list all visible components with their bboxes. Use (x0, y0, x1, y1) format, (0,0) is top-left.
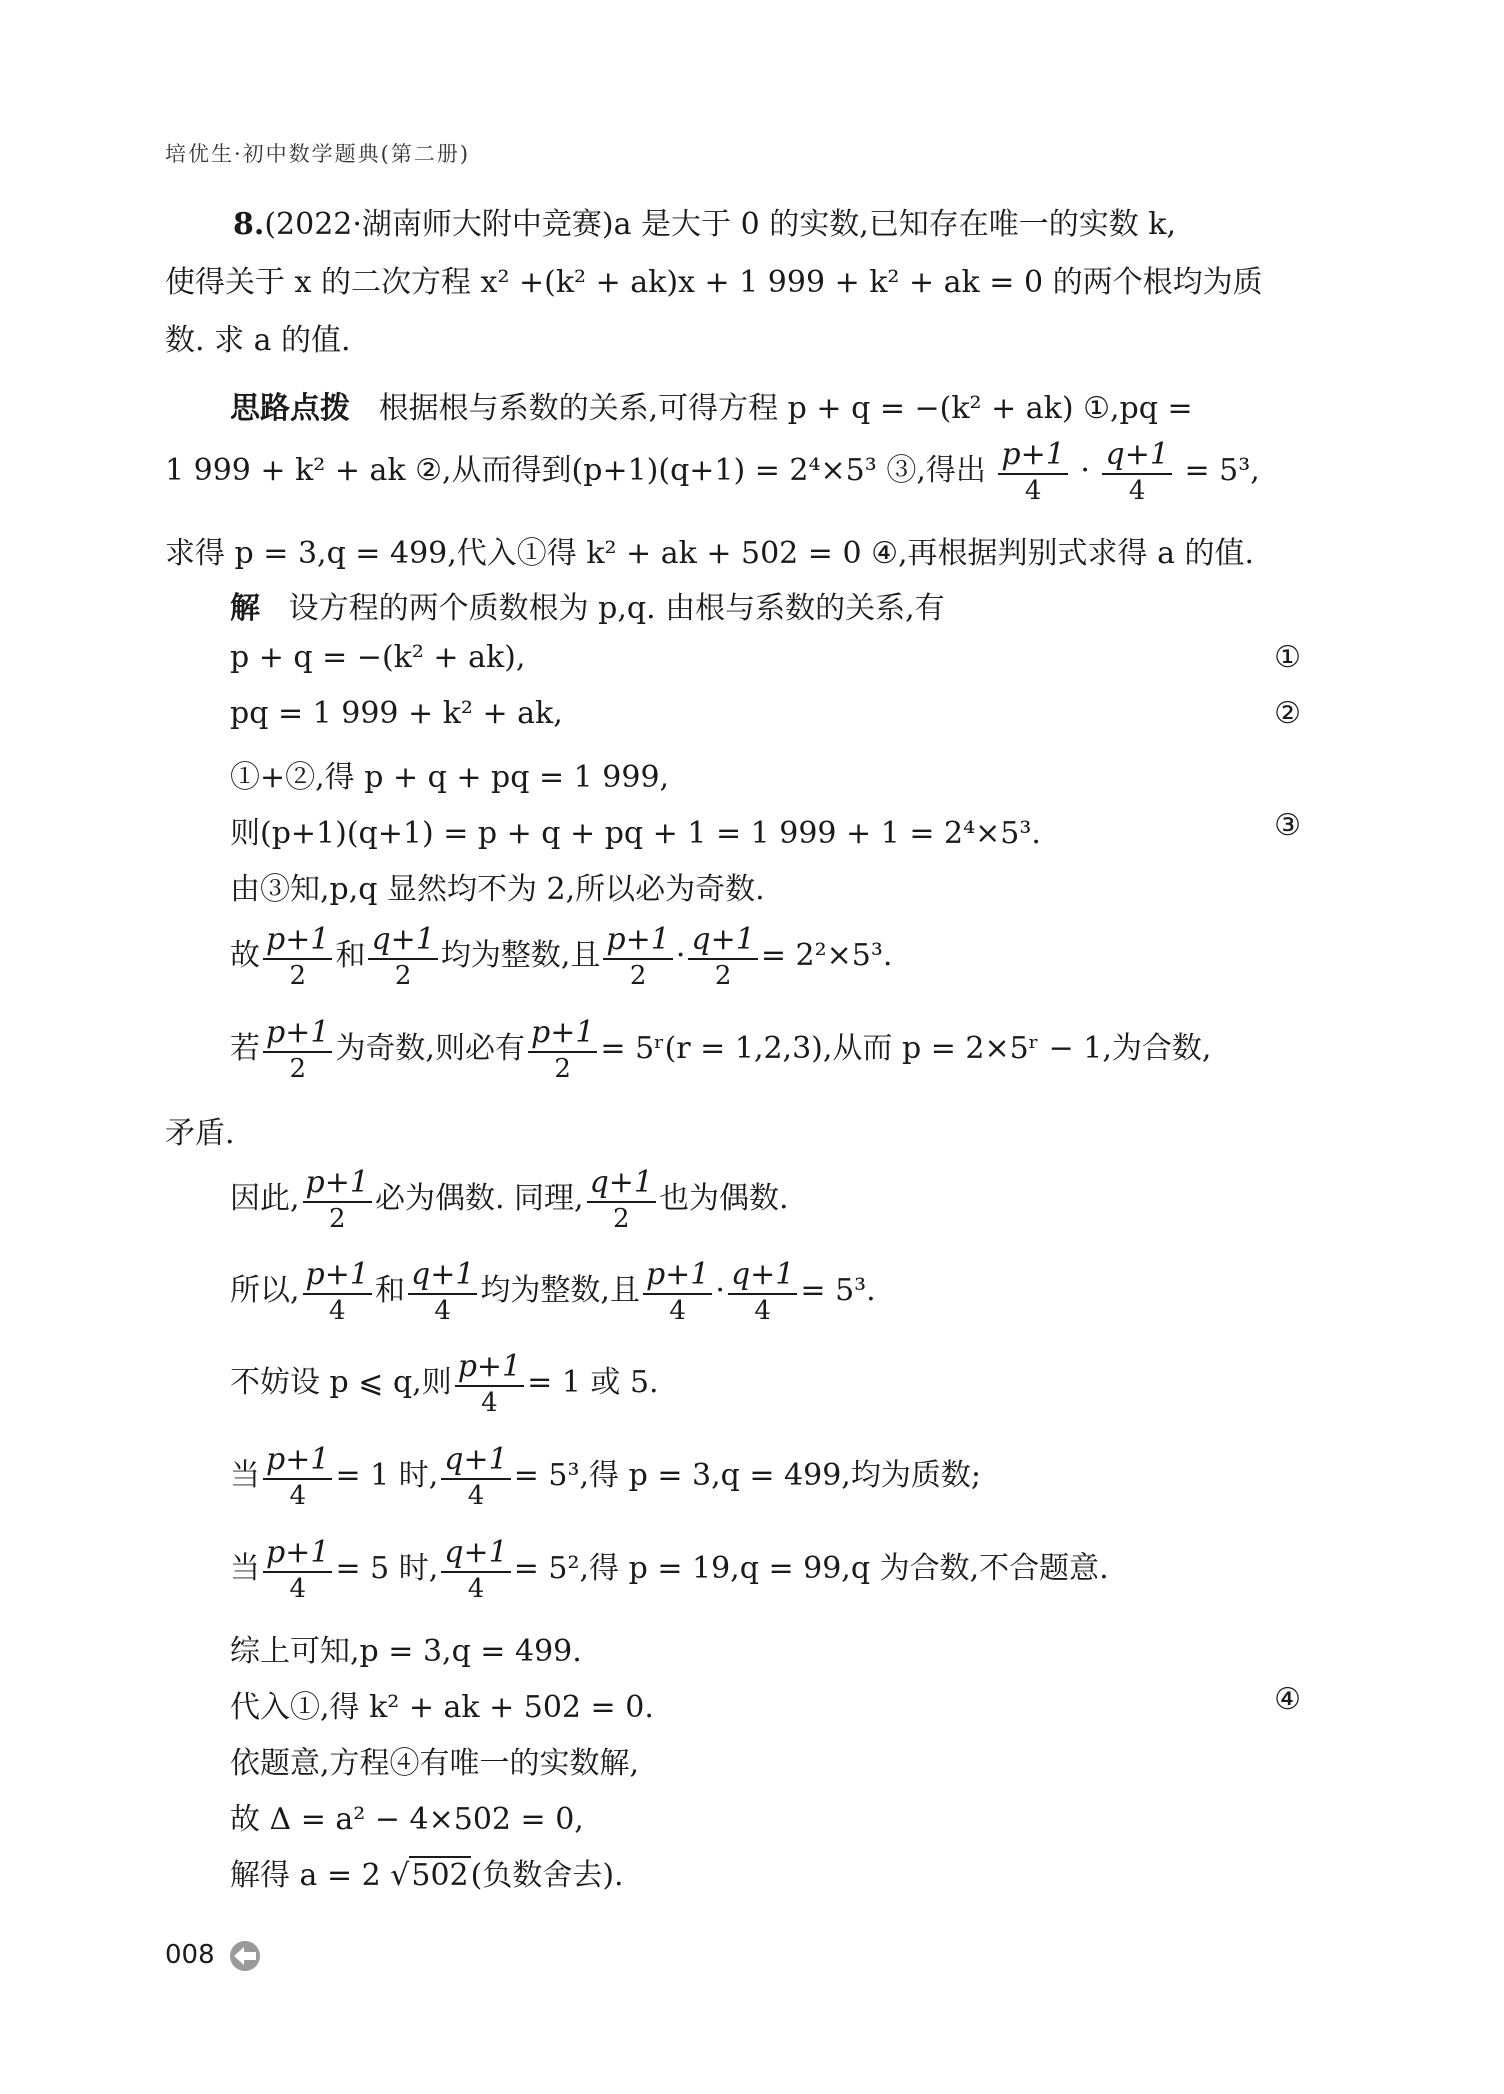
solution-line-16: 故 Δ = a² − 4×502 = 0, (230, 1802, 584, 1837)
problem-text-c: 数. 求 a 的值. (165, 323, 351, 358)
hint-label: 思路点拨 (230, 391, 350, 426)
solution-line-10: 不妨设 p ⩽ q,则 $\frac{p+1}{4}$ = 1 或 5. (230, 1349, 659, 1418)
problem-number: 8. (233, 207, 265, 242)
fraction: $\frac{p+1}{4}$ (303, 1260, 372, 1324)
solution-line-9: 所以, $\frac{p+1}{4}$ 和 $\frac{q+1}{4}$ 均为整数,且 $\frac{p+1}{4}$ · $\frac{q+1}{4}$ = 5³. (230, 1257, 876, 1326)
sqrt-radicand: 502 (411, 1858, 469, 1893)
fraction: $\frac{q+1}{4}$ (1102, 440, 1171, 504)
fraction: $\frac{q+1}{2}$ (688, 925, 757, 989)
solution-line-5: 由③知,p,q 显然均不为 2,所以必为奇数. (230, 872, 765, 907)
fraction: $\frac{q+1}{4}$ (441, 1538, 510, 1602)
fraction: $\frac{p+1}{4}$ (998, 440, 1067, 504)
marker-1: ① (1274, 640, 1301, 675)
running-header: 培优生·初中数学题典(第二册) (165, 142, 471, 166)
solution-line-8: 因此, $\frac{p+1}{2}$ 必为偶数. 同理, $\frac{q+1}{2}$ 也为偶数. (230, 1165, 789, 1234)
solution-line-15: 依题意,方程④有唯一的实数解, (230, 1746, 640, 1781)
marker-3: ③ (1274, 808, 1301, 843)
fraction: $\frac{q+1}{4}$ (441, 1445, 510, 1509)
equation-1: p + q = −(k² + ak), (230, 640, 526, 675)
solution-line-7b: 矛盾. (165, 1116, 235, 1151)
equation-3: ①+②,得 p + q + pq = 1 999, (230, 760, 670, 795)
fraction: $\frac{p+1}{2}$ (603, 925, 672, 989)
solution-line-11: 当 $\frac{p+1}{4}$ = 1 时, $\frac{q+1}{4}$ = 5³,得 p = 3,q = 499,均为质数; (230, 1442, 981, 1511)
fraction: $\frac{q+1}{2}$ (587, 1168, 656, 1232)
solution-line-14: 代入①,得 k² + ak + 502 = 0. (230, 1690, 654, 1725)
marker-4: ④ (1274, 1682, 1301, 1717)
solution-line-7: 若 $\frac{p+1}{2}$ 为奇数,则必有 $\frac{p+1}{2}$ = 5ʳ(r = 1,2,3),从而 p = 2×5ʳ − 1,为合数, (230, 1015, 1212, 1084)
hint-line-1 (230, 383, 1193, 427)
problem-text-a: a 是大于 0 的实数,已知存在唯一的实数 k, (613, 207, 1176, 242)
hint-text-2a: 1 999 + k² + ak ②,从而得到(p+1)(q+1) = 2⁴×5³ ③,得出 (165, 453, 986, 488)
hint-line-2: 1 999 + k² + ak ②,从而得到(p+1)(q+1) = 2⁴×5³ ③,得出 $\frac{p+1}{4}$ · $\frac{q+1}{4}$ = 5³, (165, 437, 1260, 506)
solution-line-6: 故 $\frac{p+1}{2}$ 和 $\frac{q+1}{2}$ 均为整数,且 $\frac{p+1}{2}$ · $\frac{q+1}{2}$ = 2²×5³. (230, 922, 893, 991)
fraction: $\frac{p+1}{2}$ (263, 925, 332, 989)
solution-line-17: 解得 a = 2 √502(负数舍去). (230, 1858, 624, 1893)
hint-text-1: 根据根与系数的关系,可得方程 p + q = −(k² + ak) ①,pq = (378, 391, 1193, 426)
problem-text-b: 使得关于 x 的二次方程 x² +(k² + ak)x + 1 999 + k² + ak = 0 的两个根均为质 (165, 265, 1263, 300)
fraction: $\frac{p+1}{2}$ (528, 1018, 597, 1082)
equation-4: 则(p+1)(q+1) = p + q + pq + 1 = 1 999 + 1 = 2⁴×5³. (230, 816, 1041, 851)
solution-intro: 解 设方程的两个质数根为 p,q. 由根与系数的关系,有 (230, 591, 945, 626)
hint-line-3: 求得 p = 3,q = 499,代入①得 k² + ak + 502 = 0 ④,再根据判别式求得 a 的值. (165, 536, 1255, 571)
fraction: $\frac{q+1}{2}$ (368, 925, 437, 989)
fraction: $\frac{p+1}{2}$ (263, 1018, 332, 1082)
hint-text-2b: = 5³, (1184, 453, 1260, 488)
problem-statement (165, 196, 1300, 370)
fraction: $\frac{p+1}{4}$ (455, 1352, 524, 1416)
equation-2: pq = 1 999 + k² + ak, (230, 696, 563, 731)
solution-line-13: 综上可知,p = 3,q = 499. (230, 1634, 582, 1669)
fraction: $\frac{p+1}{4}$ (263, 1538, 332, 1602)
fraction: $\frac{p+1}{4}$ (263, 1445, 332, 1509)
problem-source: (2022·湖南师大附中竞赛) (264, 207, 614, 242)
page-number: 008 (165, 1940, 215, 1970)
fraction: $\frac{p+1}{4}$ (643, 1260, 712, 1324)
arrow-left-icon (226, 1940, 264, 1976)
fraction: $\frac{q+1}{4}$ (408, 1260, 477, 1324)
fraction: $\frac{p+1}{2}$ (303, 1168, 372, 1232)
solution-line-12: 当 $\frac{p+1}{4}$ = 5 时, $\frac{q+1}{4}$ = 5²,得 p = 19,q = 99,q 为合数,不合题意. (230, 1535, 1109, 1604)
fraction: $\frac{q+1}{4}$ (728, 1260, 797, 1324)
solution-label: 解 (230, 591, 260, 626)
marker-2: ② (1274, 696, 1301, 731)
